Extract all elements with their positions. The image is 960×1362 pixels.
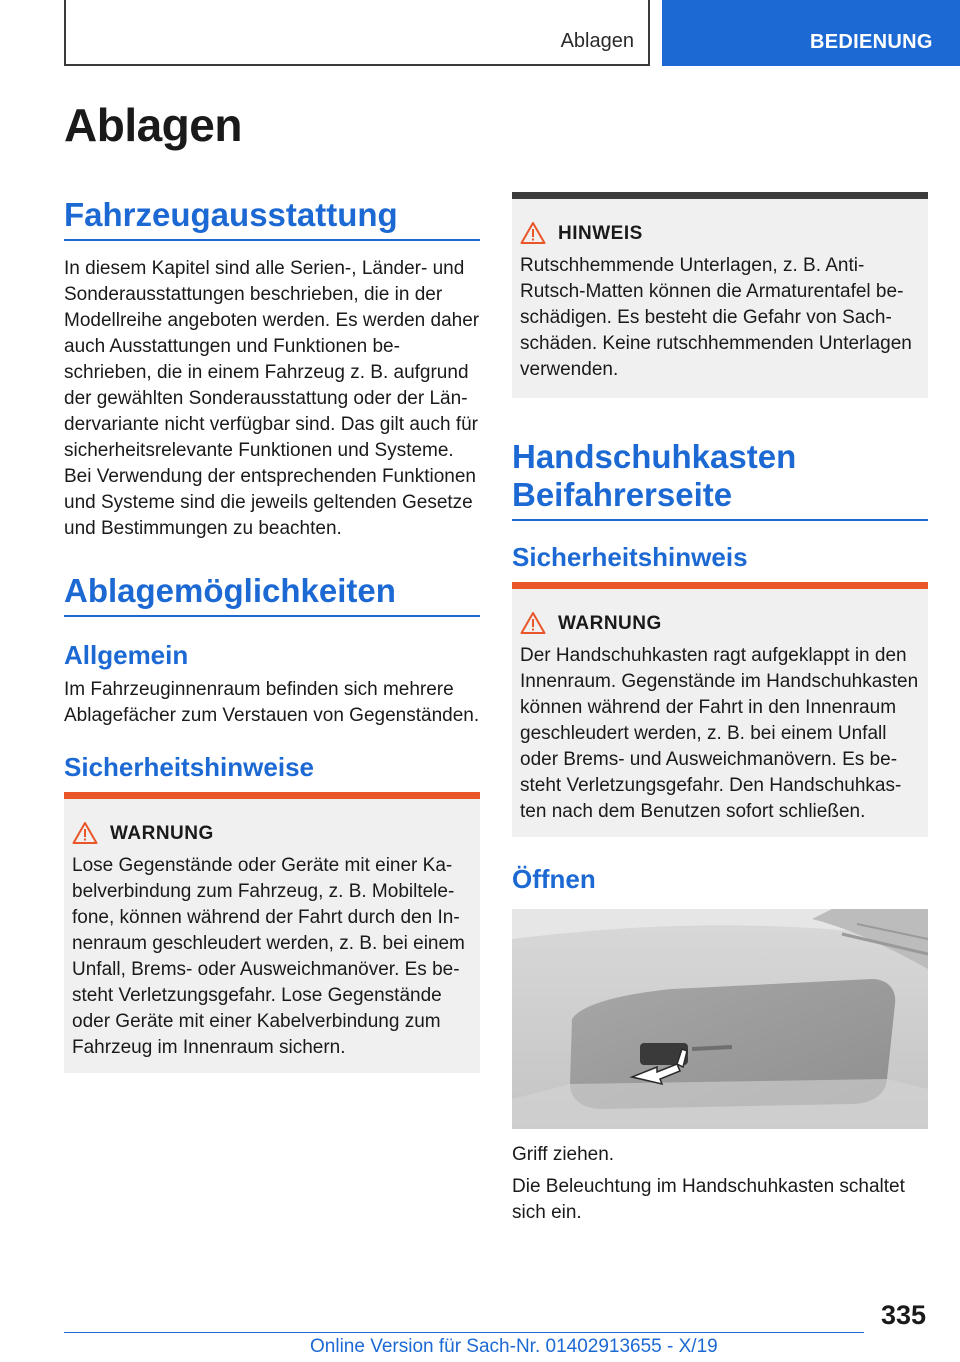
page-title: Ablagen: [64, 99, 242, 151]
warning-box-handschuhkasten: [512, 582, 928, 837]
heading-handschuhkasten-line2: Beifahrerseite: [512, 476, 733, 513]
hint-box-rutschhemmend: [512, 192, 928, 398]
paragraph-griff-ziehen: Griff ziehen.: [512, 1144, 615, 1165]
paragraph-beleuchtung: Die Beleuchtung im Handschuhkasten schaltet sich ein.: [512, 1176, 905, 1223]
heading-fahrzeugausstattung: Fahrzeugausstattung: [64, 196, 480, 241]
header-section-tab: [662, 0, 960, 66]
footer-online-version: Online Version für Sach-Nr. 01402913655 - X/19: [310, 1336, 718, 1357]
hint-label: HINWEIS: [558, 223, 643, 244]
header-chapter-box: [64, 0, 650, 66]
paragraph-fahrzeugausstattung: In diesem Kapitel sind alle Serien-, Länder- und Sonderausstattungen beschrieben, die in der Modellreihe angeboten werden. Es werden daher auch Ausstattungen und Funktionen beschrieben, die in einem Fahrzeug z. B. aufgrund der gewählten Sonderausstattung oder der Ländervariante nicht verfügbar sind. Das gilt auch für sicherheitsrelevante Funktionen und Systeme. Bei Verwendung der entsprechenden Funktionen und Systeme sind die jeweils geltenden Gesetze und Bestimmungen zu beachten.: [64, 258, 480, 539]
warning-text: Lose Gegenstände oder Geräte mit einer Kabelverbindung zum Fahrzeug, z. B. Mobiltelefone, können während der Fahrt durch den Innenraum geschleudert werden, z. B. bei einem Unfall, Brems- oder Ausweichmanöver. Es besteht Verletzungsgefahr. Lose Gegenstände oder Geräte mit einer Kabelverbindung zum Fahrzeug im Innenraum sichern.: [72, 855, 465, 1058]
warning-triangle-icon: [520, 611, 546, 635]
heading-handschuhkasten: [512, 438, 928, 521]
warning-triangle-icon: [520, 221, 546, 245]
paragraph-allgemein: Im Fahrzeuginnenraum befinden sich mehrere Ablagefächer zum Verstauen von Gegenständen.: [64, 679, 480, 726]
header-chapter-title: Ablagen: [560, 30, 634, 52]
heading-handschuhkasten-line1: Handschuhkasten: [512, 438, 797, 475]
footer-divider: [64, 1332, 864, 1333]
heading-oeffnen: Öffnen: [512, 864, 596, 894]
glovebox-photo: [512, 909, 928, 1129]
warning-label: WARNUNG: [558, 613, 662, 634]
glovebox-illustration: [512, 909, 928, 1129]
warning-box-lose-gegenstaende: [64, 792, 480, 1073]
hint-text: Rutschhemmende Unterlagen, z. B. Anti-Rutsch-Matten können die Armaturentafel beschädigen. Es besteht die Gefahr von Sachschäden. Keine rutschhemmenden Unterlagen verwenden.: [520, 255, 912, 380]
heading-sicherheitshinweis: Sicherheitshinweis: [512, 542, 748, 572]
warning-label: WARNUNG: [110, 823, 214, 844]
heading-sicherheitshinweise: Sicherheitshinweise: [64, 752, 314, 782]
heading-ablagemoeglichkeiten: Ablagemöglichkeiten: [64, 572, 480, 617]
header-section-label: BEDIENUNG: [810, 31, 933, 53]
warning-triangle-icon: [72, 821, 98, 845]
warning-text: Der Handschuhkasten ragt aufgeklappt in den Innenraum. Gegenstände im Handschuhkasten können während der Fahrt in den Innenraum geschleudert werden, z. B. bei einem Unfall oder Brems- und Ausweichmanövern. Es besteht Verletzungsgefahr. Den Handschuhkasten nach dem Benutzen sofort schließen.: [520, 645, 919, 822]
page-number: 335: [880, 1300, 926, 1330]
heading-allgemein: Allgemein: [64, 640, 189, 670]
